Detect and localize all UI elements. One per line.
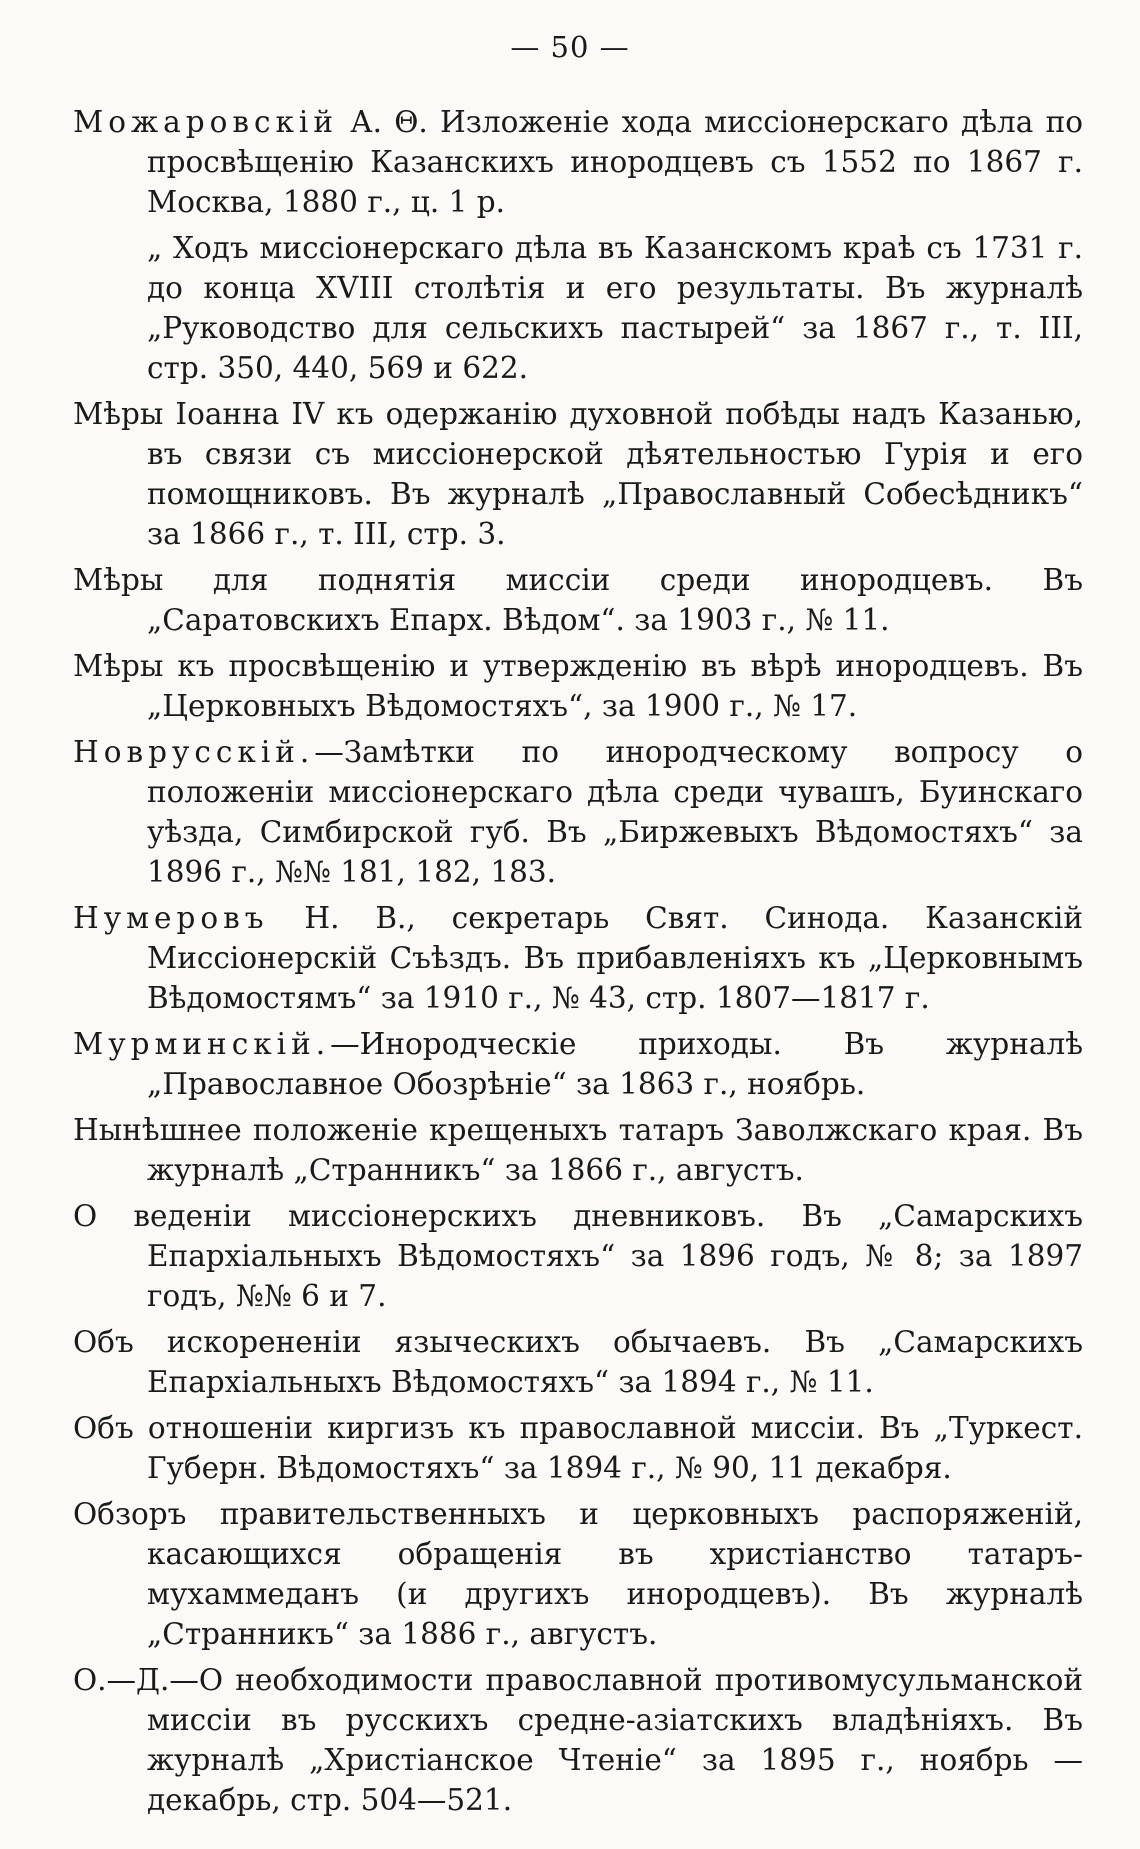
bibliography-entry [73, 1024, 1083, 1104]
bibliography-entry [73, 102, 1083, 222]
entry-text: —Замѣтки по инородческому вопросу о положеніи миссіонерскаго дѣла среди чувашъ, Буинскаго уѣзда, Симбирской губ. Въ „Биржевыхъ Вѣдомостяхъ“ за 1896 г., №№ 181, 182, 183. [147, 735, 1083, 889]
entry-text: Мѣры Іоанна IV къ одержанію духовной побѣды надъ Казанью, въ связи съ миссіонерской дѣятельностью Гурія и его помощниковъ. Въ журналѣ „Православный Собесѣдникъ“ за 1866 г., т. III, стр. 3. [73, 397, 1083, 551]
entry-author: Можаровскій [73, 105, 339, 139]
bibliography-list [73, 102, 1083, 1826]
entry-text: Объ отношеніи киргизъ къ православной миссіи. Въ „Туркест. Губерн. Вѣдомостяхъ“ за 1894 г., № 90, 11 декабря. [73, 1411, 1083, 1485]
entry-text: —Инородческіе приходы. Въ журналѣ „Православное Обозрѣніе“ за 1863 г., ноябрь. [147, 1027, 1083, 1101]
bibliography-entry [73, 1408, 1083, 1488]
bibliography-entry [73, 1494, 1083, 1654]
entry-text: Мѣры для поднятія миссіи среди инородцевъ. Въ „Саратовскихъ Епарх. Вѣдом“. за 1903 г., № 11. [73, 563, 1083, 637]
entry-author: Мурминскій. [73, 1027, 331, 1061]
bibliography-entry [73, 898, 1083, 1018]
bibliography-entry [73, 646, 1083, 726]
bibliography-entry [73, 1660, 1083, 1820]
bibliography-entry [73, 228, 1083, 388]
entry-text: А. Θ. Изложеніе хода миссіонерскаго дѣла по просвѣщенію Казанскихъ инородцевъ съ 1552 по 1867 г. Москва, 1880 г., ц. 1 р. [147, 105, 1083, 219]
entry-text: О.—Д.—О необходимости православной противомусульманской миссіи въ русскихъ средне-азіатскихъ владѣніяхъ. Въ журналѣ „Христіанское Чтеніе“ за 1895 г., ноябрь — декабрь, стр. 504—521. [73, 1663, 1083, 1817]
entry-text: „ Ходъ миссіонерскаго дѣла въ Казанскомъ краѣ съ 1731 г. до конца XVIII столѣтія и его результаты. Въ журналѣ „Руководство для сельскихъ пастырей“ за 1867 г., т. III, стр. 350, 440, 569 и 622. [147, 231, 1083, 385]
entry-text: Обзоръ правительственныхъ и церковныхъ распоряженій, касающихся обращенія въ христіанство татаръ-мухаммеданъ (и другихъ инородцевъ). Въ журналѣ „Странникъ“ за 1886 г., августъ. [73, 1497, 1083, 1651]
entry-text: Мѣры къ просвѣщенію и утвержденію въ вѣрѣ инородцевъ. Въ „Церковныхъ Вѣдомостяхъ“, за 1900 г., № 17. [73, 649, 1083, 723]
entry-text: Н. В., секретарь Свят. Синода. Казанскій Миссіонерскій Съѣздъ. Въ прибавленіяхъ къ „Церковнымъ Вѣдомостямъ“ за 1910 г., № 43, стр. 1807—1817 г. [147, 901, 1083, 1015]
bibliography-entry [73, 394, 1083, 554]
entry-author: Нумеровъ [73, 901, 269, 935]
entry-text: Нынѣшнее положеніе крещеныхъ татаръ Заволжскаго края. Въ журналѣ „Странникъ“ за 1866 г., августъ. [73, 1113, 1083, 1187]
page-number: — 50 — [510, 30, 630, 64]
entry-author: Новрусскій. [73, 735, 315, 769]
bibliography-entry [73, 1110, 1083, 1190]
entry-text: Объ искорененіи языческихъ обычаевъ. Въ „Самарскихъ Епархіальныхъ Вѣдомостяхъ“ за 1894 г., № 11. [73, 1325, 1083, 1399]
bibliography-entry [73, 560, 1083, 640]
entry-text: О веденіи миссіонерскихъ дневниковъ. Въ „Самарскихъ Епархіальныхъ Вѣдомостяхъ“ за 1896 годъ, № 8; за 1897 годъ, №№ 6 и 7. [73, 1199, 1083, 1313]
bibliography-entry [73, 1196, 1083, 1316]
bibliography-entry [73, 732, 1083, 892]
bibliography-entry [73, 1322, 1083, 1402]
